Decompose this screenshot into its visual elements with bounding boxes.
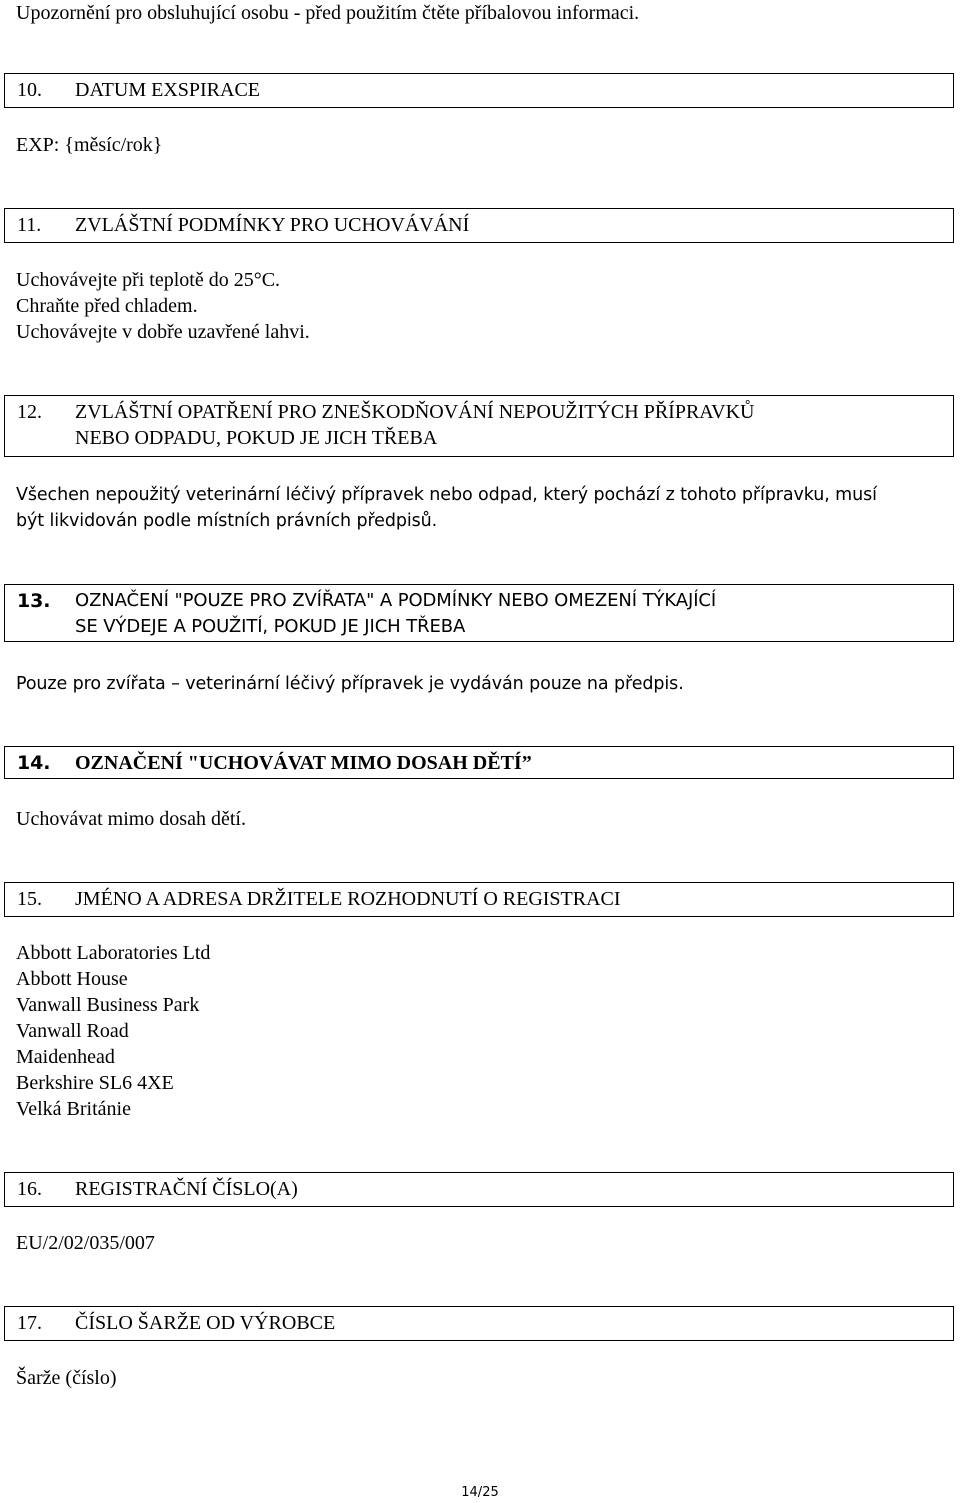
section-11-body-line: Chraňte před chladem. xyxy=(16,295,198,317)
section-12-body-line: být likvidován podle místních právních předpisů. xyxy=(16,511,438,531)
section-15-body-line: Maidenhead xyxy=(16,1046,115,1068)
section-number: 12. xyxy=(17,401,42,423)
section-title-line: ČÍSLO ŠARŽE OD VÝROBCE xyxy=(75,1312,336,1334)
section-title-line: REGISTRAČNÍ ČÍSLO(A) xyxy=(75,1178,298,1200)
section-10-header xyxy=(4,73,954,108)
top-notice: Upozornění pro obsluhující osobu - před použitím čtěte příbalovou informaci. xyxy=(16,2,640,24)
page-footer xyxy=(0,1485,960,1500)
section-14-body-line: Uchovávat mimo dosah dětí. xyxy=(16,808,246,830)
section-number: 17. xyxy=(17,1312,42,1334)
section-title-line: ZVLÁŠTNÍ PODMÍNKY PRO UCHOVÁVÁNÍ xyxy=(75,214,470,236)
section-title xyxy=(75,212,469,238)
page-number: 14/25 xyxy=(461,1485,499,1500)
section-15-body-line: Abbott House xyxy=(16,968,128,990)
section-number: 15. xyxy=(17,888,42,910)
section-number: 14. xyxy=(17,752,51,774)
section-15-header xyxy=(4,882,954,917)
section-11-body-line: Uchovávejte v dobře uzavřené lahvi. xyxy=(16,321,310,343)
section-title-line: OZNAČENÍ "UCHOVÁVAT MIMO DOSAH DĚTÍ” xyxy=(75,752,532,774)
section-15-body-line: Velká Británie xyxy=(16,1098,131,1120)
section-16-body-line: EU/2/02/035/007 xyxy=(16,1232,155,1254)
section-15-body-line: Berkshire SL6 4XE xyxy=(16,1072,174,1094)
section-16-header xyxy=(4,1172,954,1207)
section-title-line: JMÉNO A ADRESA DRŽITELE ROZHODNUTÍ O REGISTRACI xyxy=(75,888,621,910)
section-title-line: SE VÝDEJE A POUŽITÍ, POKUD JE JICH TŘEBA xyxy=(75,616,466,637)
section-11-header xyxy=(4,208,954,243)
section-title xyxy=(75,77,260,103)
section-15-body-line: Vanwall Road xyxy=(16,1020,129,1042)
section-title xyxy=(75,1310,335,1336)
section-number: 11. xyxy=(17,214,42,236)
section-number: 13. xyxy=(17,590,51,612)
section-title xyxy=(75,399,754,451)
section-14-header xyxy=(4,746,954,779)
section-title xyxy=(75,1176,298,1202)
section-13-header xyxy=(4,584,954,642)
section-17-body-line: Šarže (číslo) xyxy=(16,1367,117,1389)
section-title-line: NEBO ODPADU, POKUD JE JICH TŘEBA xyxy=(75,427,438,449)
section-title-line: OZNAČENÍ "POUZE PRO ZVÍŘATA" A PODMÍNKY NEBO OMEZENÍ TÝKAJÍCÍ xyxy=(75,590,717,611)
section-title xyxy=(75,886,621,912)
section-title-line: DATUM EXSPIRACE xyxy=(75,79,261,101)
section-title-line: ZVLÁŠTNÍ OPATŘENÍ PRO ZNEŠKODŇOVÁNÍ NEPOUŽITÝCH PŘÍPRAVKŮ xyxy=(75,401,755,423)
section-13-body-line: Pouze pro zvířata – veterinární léčivý přípravek je vydáván pouze na předpis. xyxy=(16,674,684,694)
section-title xyxy=(75,750,532,776)
section-12-body-line: Všechen nepoužitý veterinární léčivý přípravek nebo odpad, který pochází z tohoto přípravku, musí xyxy=(16,485,877,505)
section-title xyxy=(75,588,716,640)
section-17-header xyxy=(4,1306,954,1341)
section-15-body-line: Vanwall Business Park xyxy=(16,994,200,1016)
section-10-body-line: EXP: {měsíc/rok} xyxy=(16,134,163,156)
section-15-body-line: Abbott Laboratories Ltd xyxy=(16,942,211,964)
section-number: 10. xyxy=(17,79,42,101)
section-12-header xyxy=(4,395,954,457)
section-11-body-line: Uchovávejte při teplotě do 25°C. xyxy=(16,269,281,291)
section-number: 16. xyxy=(17,1178,42,1200)
